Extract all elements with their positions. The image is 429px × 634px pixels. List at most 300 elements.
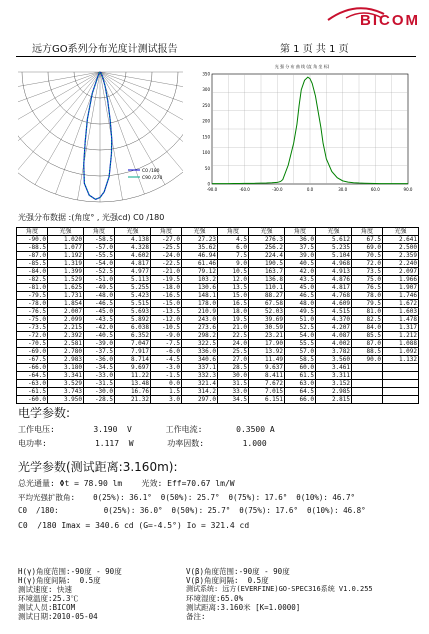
table-cell: 87.0 [352, 340, 383, 348]
table-cell: 1.854 [48, 300, 84, 308]
table-cell: 84.0 [352, 324, 383, 332]
table-row [17, 324, 419, 332]
table-cell: -24.0 [151, 252, 182, 260]
table-cell: 5.612 [316, 236, 352, 244]
table-cell: 1.731 [48, 292, 84, 300]
table-cell: 256.2 [249, 244, 285, 252]
x-tick-label: -30.0 [272, 187, 283, 192]
table-row [17, 236, 419, 244]
table-cell: 39.0 [285, 252, 316, 260]
table-cell: 9.0 [218, 260, 249, 268]
table-cell [352, 380, 383, 388]
table-cell: 43.5 [285, 276, 316, 284]
table-cell: 4.817 [316, 284, 352, 292]
table-cell: 148.1 [182, 292, 218, 300]
table-cell: -48.0 [84, 292, 115, 300]
table-cell: -82.5 [17, 276, 48, 284]
table-cell: 1.529 [48, 276, 84, 284]
table-cell: 2.641 [383, 236, 419, 244]
table-cell: 1.317 [383, 324, 419, 332]
table-cell: 37.5 [285, 244, 316, 252]
table-cell: -40.5 [84, 332, 115, 340]
table-cell: -9.0 [151, 332, 182, 340]
table-cell: 210.9 [182, 308, 218, 316]
table-cell: 4.768 [316, 292, 352, 300]
footer-temp: 环境温度:25.3℃ [18, 594, 79, 603]
table-cell: 336.0 [182, 348, 218, 356]
table-cell: 27.23 [182, 236, 218, 244]
table-cell: 1.966 [383, 276, 419, 284]
table-header-cell: 角度 [285, 228, 316, 236]
table-cell: 298.2 [182, 332, 218, 340]
table-cell: 46.5 [285, 292, 316, 300]
table-header-cell: 角度 [17, 228, 48, 236]
table-cell: 7.672 [249, 380, 285, 388]
table-cell: 2.099 [48, 316, 84, 324]
table-cell: 81.0 [352, 308, 383, 316]
table-cell: 2.815 [316, 396, 352, 404]
table-header-cell: 角度 [151, 228, 182, 236]
table-cell: 297.0 [182, 396, 218, 404]
table-cell: -45.0 [84, 308, 115, 316]
table-cell: -66.0 [17, 364, 48, 372]
table-row [17, 276, 419, 284]
table-cell: 46.94 [182, 252, 218, 260]
table-cell: 3.560 [316, 356, 352, 364]
report-title: 远方GO系列分布光度计测试报告 [32, 44, 178, 55]
table-cell: 51.0 [285, 316, 316, 324]
table-cell: 3.180 [48, 364, 84, 372]
footer-h-range: H(γ)角度范围:-90度 - 90度 [18, 567, 122, 576]
table-cell: -60.0 [17, 396, 48, 404]
table-cell: 340.6 [182, 356, 218, 364]
table-cell: 2.007 [48, 308, 84, 316]
table-cell: 224.4 [249, 252, 285, 260]
table-cell: 15.0 [218, 292, 249, 300]
table-header-cell: 光强 [383, 228, 419, 236]
table-row [17, 308, 419, 316]
table-cell: 1.478 [383, 316, 419, 324]
table-cell: 30.0 [218, 372, 249, 380]
table-cell [383, 364, 419, 372]
table-cell: 16.5 [218, 300, 249, 308]
table-cell: 88.5 [352, 348, 383, 356]
table-cell [383, 388, 419, 396]
table-cell: -30.0 [84, 388, 115, 396]
table-cell: -37.5 [84, 348, 115, 356]
table-cell: 42.0 [285, 268, 316, 276]
table-row [17, 252, 419, 260]
table-cell: 4.968 [316, 260, 352, 268]
polar-spoke [100, 72, 183, 137]
polar-spoke [18, 72, 100, 137]
table-cell: 332.3 [182, 372, 218, 380]
x-tick-label: 30.0 [338, 187, 348, 192]
table-cell: 69.0 [352, 244, 383, 252]
table-cell: 2.780 [48, 348, 84, 356]
intensity-table [16, 227, 419, 404]
table-cell: -70.5 [17, 340, 48, 348]
cartesian-plot [188, 64, 416, 204]
table-cell: 61.46 [182, 260, 218, 268]
table-cell: 58.5 [285, 356, 316, 364]
table-cell: -85.5 [17, 260, 48, 268]
table-cell: 57.0 [285, 348, 316, 356]
table-cell: -1.5 [151, 372, 182, 380]
table-cell: 5.423 [115, 292, 151, 300]
table-cell: -28.5 [84, 396, 115, 404]
table-cell: 82.5 [352, 316, 383, 324]
table-cell: -39.0 [84, 340, 115, 348]
table-cell: 5.113 [115, 276, 151, 284]
table-cell: 4.002 [316, 340, 352, 348]
footer-h-step: H(γ)角度间隔: 0.5度 [18, 576, 101, 585]
table-cell: 17.90 [249, 340, 285, 348]
table-cell: -6.0 [151, 348, 182, 356]
table-cell: 2.392 [48, 332, 84, 340]
table-cell: -76.5 [17, 308, 48, 316]
table-cell: 1.5 [151, 388, 182, 396]
x-tick-label: 0.0 [306, 187, 314, 192]
table-cell: 13.5 [218, 284, 249, 292]
table-cell: 60.0 [285, 364, 316, 372]
table-header-cell: 光强 [316, 228, 352, 236]
table-header-cell: 光强 [182, 228, 218, 236]
header-divider [16, 56, 416, 57]
table-cell: 4.602 [115, 252, 151, 260]
table-cell [352, 364, 383, 372]
table-cell: 1.907 [383, 284, 419, 292]
table-cell: -84.0 [17, 268, 48, 276]
table-cell: 3.950 [48, 396, 84, 404]
table-cell: -63.0 [17, 380, 48, 388]
table-cell: 67.5 [352, 236, 383, 244]
table-cell: -67.5 [17, 356, 48, 364]
table-cell: 4.817 [115, 260, 151, 268]
table-cell: 3.152 [316, 380, 352, 388]
table-cell: 34.5 [218, 396, 249, 404]
table-cell: 2.097 [383, 268, 419, 276]
table-cell: 13.92 [249, 348, 285, 356]
table-cell: -51.0 [84, 276, 115, 284]
x-tick-label: 90.0 [403, 187, 413, 192]
table-row [17, 292, 419, 300]
table-cell: 85.5 [352, 332, 383, 340]
table-cell: 78.0 [352, 292, 383, 300]
table-cell: 1.319 [48, 260, 84, 268]
table-cell: 19.5 [218, 316, 249, 324]
table-cell: 1.077 [48, 244, 84, 252]
table-cell: 52.5 [285, 324, 316, 332]
polar-spoke [100, 72, 183, 172]
polar-ring [18, 72, 183, 202]
table-row [17, 388, 419, 396]
table-cell: 3.529 [48, 380, 84, 388]
table-cell: 9.637 [249, 364, 285, 372]
table-body [17, 236, 419, 404]
table-cell: 5.235 [316, 244, 352, 252]
table-cell: 4.138 [115, 236, 151, 244]
table-cell: 4.609 [316, 300, 352, 308]
table-row [17, 332, 419, 340]
table-row [17, 380, 419, 388]
polar-curve-c0 [84, 72, 112, 199]
table-cell: 1.192 [48, 252, 84, 260]
table-cell: 6.352 [115, 332, 151, 340]
y-tick-label: 150 [202, 134, 210, 140]
table-cell: 21.32 [115, 396, 151, 404]
table-cell: 75.0 [352, 276, 383, 284]
table-cell: 30.59 [249, 324, 285, 332]
optical-line-4: C0 /180 Imax = 340.6 cd (G=-4.5°) Io = 321.4 cd [18, 521, 250, 530]
legend-label: C0 /180 [142, 169, 160, 174]
logo-text: BICOM [360, 12, 420, 29]
table-cell: -21.0 [151, 268, 182, 276]
optical-line-2: 平均光强扩散角: θ(25%): 36.1° θ(50%): 25.7° θ(75%): 17.6° θ(10%): 46.7° [18, 493, 355, 502]
cartesian-chart [188, 64, 416, 204]
table-cell: 4.328 [115, 244, 151, 252]
table-cell: 52.03 [249, 308, 285, 316]
footer-date: 测试日期:2010-05-04 [18, 612, 98, 621]
table-cell: 54.0 [285, 332, 316, 340]
table-cell: -34.5 [84, 364, 115, 372]
table-cell: 2.985 [316, 388, 352, 396]
table-cell: 22.5 [218, 332, 249, 340]
table-cell: 4.370 [316, 316, 352, 324]
table-cell: -12.0 [151, 316, 182, 324]
table-cell: -81.0 [17, 284, 48, 292]
table-cell: 33.0 [218, 388, 249, 396]
optical-line-3: C0 /180: θ(25%): 36.0° θ(50%): 25.7° θ(75%): 17.6° θ(10%): 46.8° [18, 506, 366, 515]
table-header-cell: 光强 [48, 228, 84, 236]
table-cell: 63.0 [285, 380, 316, 388]
y-tick-label: 250 [202, 102, 210, 108]
distribution-title: 光强分布数据 :(角度° , 光强cd) C0 /180 [18, 213, 165, 222]
table-cell: 40.5 [285, 260, 316, 268]
table-cell: 5.515 [115, 300, 151, 308]
polar-spoke [77, 72, 100, 200]
table-cell: 314.2 [182, 388, 218, 396]
table-cell [352, 396, 383, 404]
table-cell: -54.0 [84, 260, 115, 268]
y-tick-label: 200 [202, 118, 210, 124]
table-cell [383, 372, 419, 380]
table-cell: -55.5 [84, 252, 115, 260]
table-cell [383, 396, 419, 404]
table-cell: -69.0 [17, 348, 48, 356]
table-cell: 178.0 [182, 300, 218, 308]
table-cell: 6.151 [249, 396, 285, 404]
table-cell: -57.0 [84, 244, 115, 252]
table-cell: 8.411 [249, 372, 285, 380]
table-cell: 1.088 [383, 340, 419, 348]
table-header-cell: 光强 [115, 228, 151, 236]
table-cell: -19.5 [151, 276, 182, 284]
x-tick-label: 60.0 [370, 187, 380, 192]
table-cell: 1.020 [48, 236, 84, 244]
table-cell: -18.0 [151, 284, 182, 292]
table-cell: 13.48 [115, 380, 151, 388]
table-cell: 36.0 [285, 236, 316, 244]
table-cell: -3.0 [151, 364, 182, 372]
footer-speed: 测试速度: 快速 [18, 585, 73, 594]
table-cell: 35.62 [182, 244, 218, 252]
table-cell: 1.746 [383, 292, 419, 300]
table-cell: 7.5 [218, 252, 249, 260]
table-row [17, 340, 419, 348]
table-cell: -79.5 [17, 292, 48, 300]
table-cell: 28.5 [218, 364, 249, 372]
table-cell: 136.8 [249, 276, 285, 284]
table-cell: 276.3 [249, 236, 285, 244]
y-tick-label: 350 [202, 71, 210, 77]
table-row [17, 356, 419, 364]
table-header-cell: 角度 [84, 228, 115, 236]
table-cell: 1.132 [383, 356, 419, 364]
table-cell: 31.5 [218, 380, 249, 388]
table-cell: 273.6 [182, 324, 218, 332]
footer-tester: 测试人员:BICOM [18, 603, 76, 612]
table-header-cell: 光强 [249, 228, 285, 236]
table-cell: 2.215 [48, 324, 84, 332]
table-cell: 48.0 [285, 300, 316, 308]
table-cell: 5.255 [115, 284, 151, 292]
table-cell: -61.5 [17, 388, 48, 396]
table-cell: 1.092 [383, 348, 419, 356]
table-row [17, 244, 419, 252]
table-cell: 4.087 [316, 332, 352, 340]
table-cell: -46.5 [84, 300, 115, 308]
table-cell: -27.0 [151, 236, 182, 244]
y-tick-label: 0 [207, 181, 210, 187]
table-cell: 3.311 [316, 372, 352, 380]
table-cell: 321.4 [182, 380, 218, 388]
table-cell: 130.6 [182, 284, 218, 292]
table-cell: -15.0 [151, 300, 182, 308]
page-indicator: 第 1 页 共 1 页 [280, 44, 349, 55]
table-cell [352, 388, 383, 396]
table-cell: 190.5 [249, 260, 285, 268]
table-cell: -88.5 [17, 244, 48, 252]
table-cell: -78.0 [17, 300, 48, 308]
table-cell: 70.5 [352, 252, 383, 260]
table-cell: 337.1 [182, 364, 218, 372]
table-cell: 1.399 [48, 268, 84, 276]
table-cell: 3.743 [48, 388, 84, 396]
table-cell: 1.603 [383, 308, 419, 316]
table-header-cell: 角度 [218, 228, 249, 236]
table-cell: 1.625 [48, 284, 84, 292]
table-cell [383, 380, 419, 388]
table-cell: 163.7 [249, 268, 285, 276]
table-cell: 110.1 [249, 284, 285, 292]
y-tick-label: 100 [202, 150, 210, 156]
legend-label: C90 /270 [142, 176, 163, 181]
table-cell: 55.5 [285, 340, 316, 348]
table-cell: 72.0 [352, 260, 383, 268]
table-cell: 24.0 [218, 340, 249, 348]
table-cell: 27.0 [218, 356, 249, 364]
table-cell: 67.58 [249, 300, 285, 308]
table-cell: 7.917 [115, 348, 151, 356]
table-cell: -49.5 [84, 284, 115, 292]
table-cell: 2.983 [48, 356, 84, 364]
table-cell: -42.0 [84, 324, 115, 332]
footer-distance: 测试距离:3.160米 [K=1.0000] [186, 603, 301, 612]
table-cell: -72.0 [17, 332, 48, 340]
table-cell: 79.5 [352, 300, 383, 308]
table-cell: 0.0 [151, 380, 182, 388]
table-cell: 4.876 [316, 276, 352, 284]
table-cell: -31.5 [84, 380, 115, 388]
table-cell: -36.0 [84, 356, 115, 364]
table-row [17, 316, 419, 324]
table-row [17, 372, 419, 380]
table-row [17, 364, 419, 372]
electrical-line-2: 电功率: 1.117 W 功率因数: 1.000 [18, 439, 267, 448]
table-cell: 18.0 [218, 308, 249, 316]
y-tick-label: 300 [202, 87, 210, 93]
table-row [17, 284, 419, 292]
table-cell: -87.0 [17, 252, 48, 260]
table-cell: 25.5 [218, 348, 249, 356]
table-cell: 64.5 [285, 388, 316, 396]
table-cell: 5.693 [115, 308, 151, 316]
polar-spoke [100, 72, 183, 116]
table-cell: 2.240 [383, 260, 419, 268]
table-cell: 1.212 [383, 332, 419, 340]
table-cell: 4.515 [316, 308, 352, 316]
table-cell: -73.5 [17, 324, 48, 332]
table-cell: -52.5 [84, 268, 115, 276]
polar-spoke [18, 72, 100, 95]
table-cell: -64.5 [17, 372, 48, 380]
table-row [17, 348, 419, 356]
table-header-cell: 角度 [352, 228, 383, 236]
table-cell: 45.0 [285, 284, 316, 292]
company-logo [320, 4, 420, 30]
x-tick-label: -90.0 [206, 187, 218, 192]
table-cell: -4.5 [151, 356, 182, 364]
table-cell: 5.892 [115, 316, 151, 324]
table-cell: 21.0 [218, 324, 249, 332]
table-cell: 3.341 [48, 372, 84, 380]
chart-title: 光 强 分 布 曲 线 (直 角 坐 标) [274, 64, 330, 69]
table-cell: 10.5 [218, 268, 249, 276]
table-cell: -58.5 [84, 236, 115, 244]
table-cell: 61.5 [285, 372, 316, 380]
table-cell: 7.015 [249, 388, 285, 396]
table-cell: 4.913 [316, 268, 352, 276]
table-cell: 11.49 [249, 356, 285, 364]
table-cell: 73.5 [352, 268, 383, 276]
table-cell: 3.782 [316, 348, 352, 356]
table-cell: 322.5 [182, 340, 218, 348]
table-row [17, 300, 419, 308]
electrical-title: 电学参数: [18, 406, 71, 420]
table-cell [352, 372, 383, 380]
polar-spoke [100, 72, 183, 95]
table-cell: -90.0 [17, 236, 48, 244]
table-row [17, 396, 419, 404]
table-cell: 11.22 [115, 372, 151, 380]
footer-remark: 备注: [186, 612, 206, 621]
table-cell: 90.0 [352, 356, 383, 364]
table-cell: -13.5 [151, 308, 182, 316]
footer-system: 测试系统: 远方(EVERFINE)GO-SPEC316系统 V1.0.255 [186, 585, 373, 593]
table-cell: -10.5 [151, 324, 182, 332]
table-cell: -33.0 [84, 372, 115, 380]
